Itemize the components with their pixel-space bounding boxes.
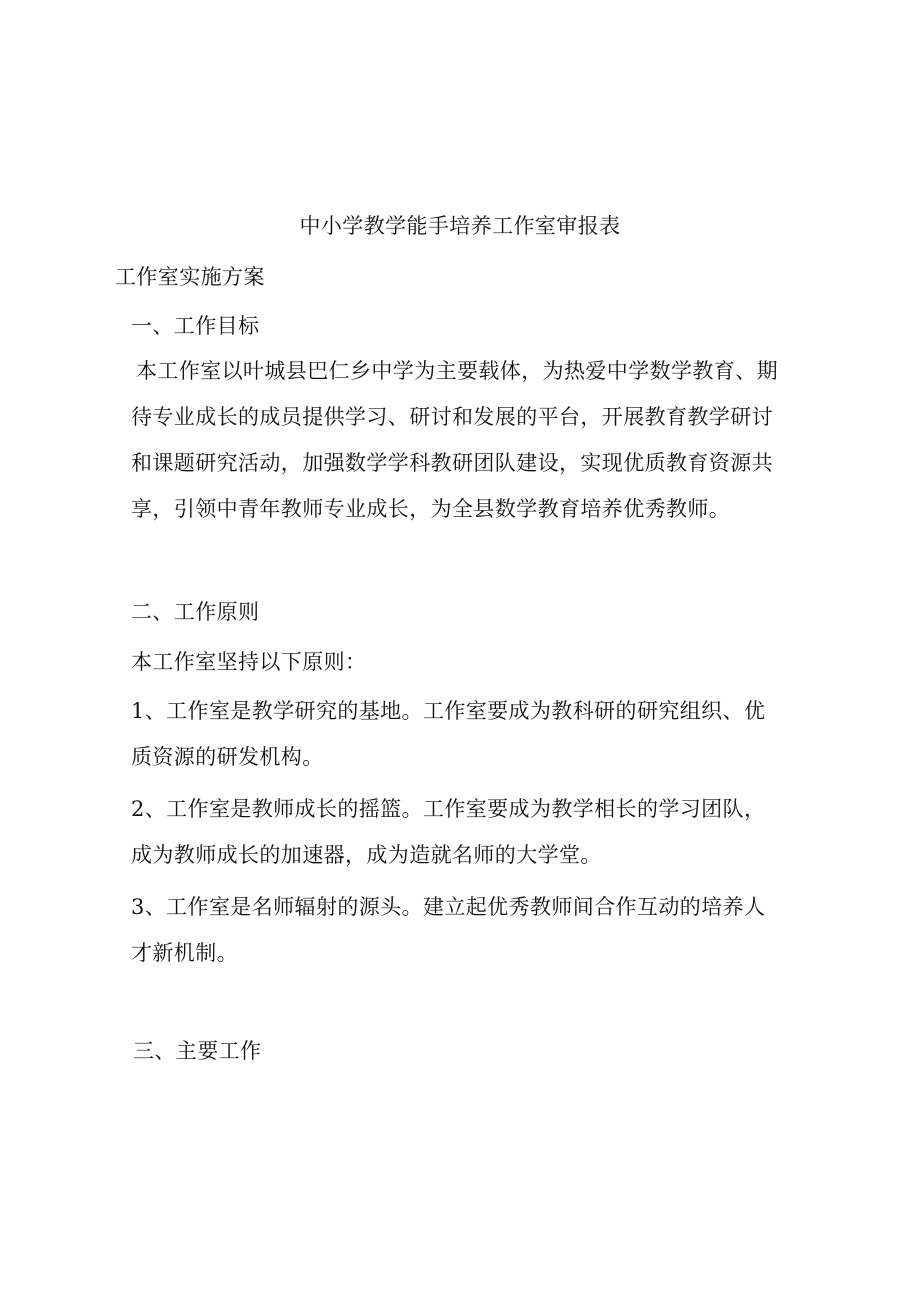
paragraph-line: 和课题研究活动，加强数学学科教研团队建设，实现优质教育资源共 <box>131 451 773 475</box>
principle-item-1 <box>131 688 765 780</box>
principle-line: 1、工作室是教学研究的基地。工作室要成为教科研的研究组织、优 <box>131 699 766 723</box>
document-subtitle: 工作室实施方案 <box>115 265 265 289</box>
section3-heading: 三、主要工作 <box>133 1039 262 1063</box>
paragraph-line: 享，引领中青年教师专业成长，为全县数学教育培养优秀教师。 <box>131 497 731 521</box>
principle-line: 成为教师成长的加速器，成为造就名师的大学堂。 <box>131 843 602 867</box>
document-title: 中小学教学能手培养工作室审报表 <box>299 214 621 238</box>
section1-heading: 一、工作目标 <box>131 314 260 338</box>
section2-heading: 二、工作原则 <box>131 600 260 624</box>
paragraph-line: 待专业成长的成员提供学习、研讨和发展的平台，开展教育教学研讨 <box>131 405 773 429</box>
principle-line: 2、工作室是教师成长的摇篮。工作室要成为教学相长的学习团队， <box>131 797 766 821</box>
principle-item-2 <box>131 786 765 878</box>
section2-intro: 本工作室坚持以下原则： <box>131 650 367 674</box>
principle-line: 3、工作室是名师辐射的源头。建立起优秀教师间合作互动的培养人 <box>131 895 766 919</box>
paragraph-line: 本工作室以叶城县巴仁乡中学为主要载体，为热爱中学数学教育、期 <box>136 359 778 383</box>
principle-line: 才新机制。 <box>131 941 238 965</box>
principle-line: 质资源的研发机构。 <box>131 745 324 769</box>
section1-paragraph <box>131 348 778 532</box>
principle-item-3 <box>131 884 765 976</box>
